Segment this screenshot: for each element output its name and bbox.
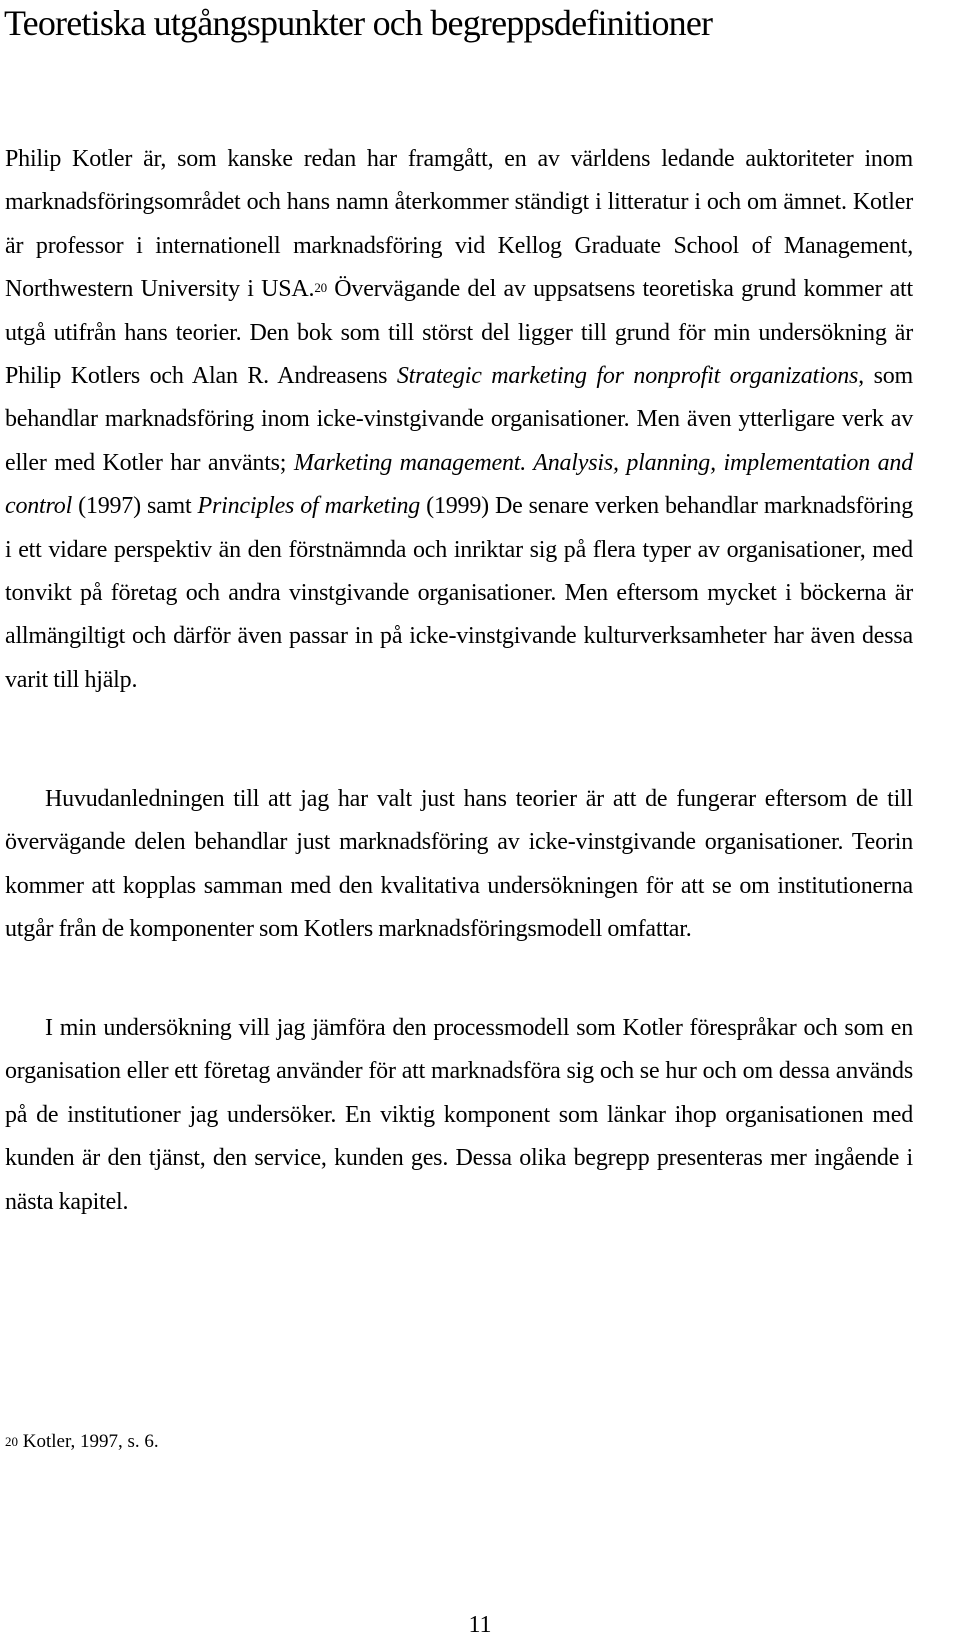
paragraph-main-reason xyxy=(5,778,913,952)
paragraph-comparison xyxy=(5,1007,913,1224)
book-title: Strategic marketing for nonprofit organizations, xyxy=(396,363,864,390)
paragraph-text: som behandlar marknadsföring inom icke-vinstgivande organisationer. Men även ytterligare verk av eller med Kotler har använts; xyxy=(5,363,913,476)
paragraph-text: Philip Kotler är, som kanske redan har framgått, en av världens ledande auktoriteter inom marknadsföringsområdet och hans namn återkommer ständigt i litteratur i och om ämnet. Kotler är professor i internationell marknadsföring vid Kellog Graduate School of Management, Northwestern University i USA. xyxy=(5,146,913,303)
paragraph-kotler-intro xyxy=(5,138,913,702)
footnote-text: Kotler, 1997, s. 6. xyxy=(18,1431,159,1452)
paragraph-text: Huvudanledningen till att jag har valt just hans teorier är att de fungerar eftersom de till övervägande delen behandlar just marknadsföring av icke-vinstgivande organisationer. Teorin kommer att kopplas samman med den kvalitativa undersökningen för att se om institutionerna utgår från de komponenter som Kotlers marknadsföringsmodell omfattar. xyxy=(5,786,913,943)
page-number: 11 xyxy=(468,1612,492,1638)
footnote-reference[interactable]: 20 xyxy=(314,280,327,296)
section-heading: Teoretiska utgångspunkter och begreppsdefinitioner xyxy=(4,3,713,43)
book-title: Principles of marketing xyxy=(197,493,421,520)
paragraph-text: I min undersökning vill jag jämföra den processmodell som Kotler förespråkar och som en organisation eller ett företag använder för att marknadsföra sig och se hur och om dessa används på de institutioner jag undersöker. En viktig komponent som länkar ihop organisationen med kunden är den tjänst, den service, kunden ges. Dessa olika begrepp presenteras mer ingående i nästa kapitel. xyxy=(5,1015,913,1215)
paragraph-text: Övervägande del av uppsatsens teoretiska grund kommer att utgå utifrån hans teorier. Den bok som till störst del ligger till grund för min undersökning är Philip Kotlers och Alan R. Andreasens xyxy=(5,276,913,390)
paragraph-text: (1999) De senare verken behandlar marknadsföring i ett vidare perspektiv än den förstnämnda och inriktar sig på flera typer av organisationer, med tonvikt på företag och andra vinstgivande organisationer. Men eftersom mycket i böckerna är allmängiltigt och därför även passar in på icke-vinstgivande kulturverksamheter har även dessa varit till hjälp. xyxy=(5,493,913,693)
footnote xyxy=(5,1430,159,1454)
book-title: Marketing management. Analysis, planning, implementation and control xyxy=(5,449,913,520)
footnote-number: 20 xyxy=(5,1434,18,1449)
paragraph-text: (1997) samt xyxy=(72,493,198,520)
